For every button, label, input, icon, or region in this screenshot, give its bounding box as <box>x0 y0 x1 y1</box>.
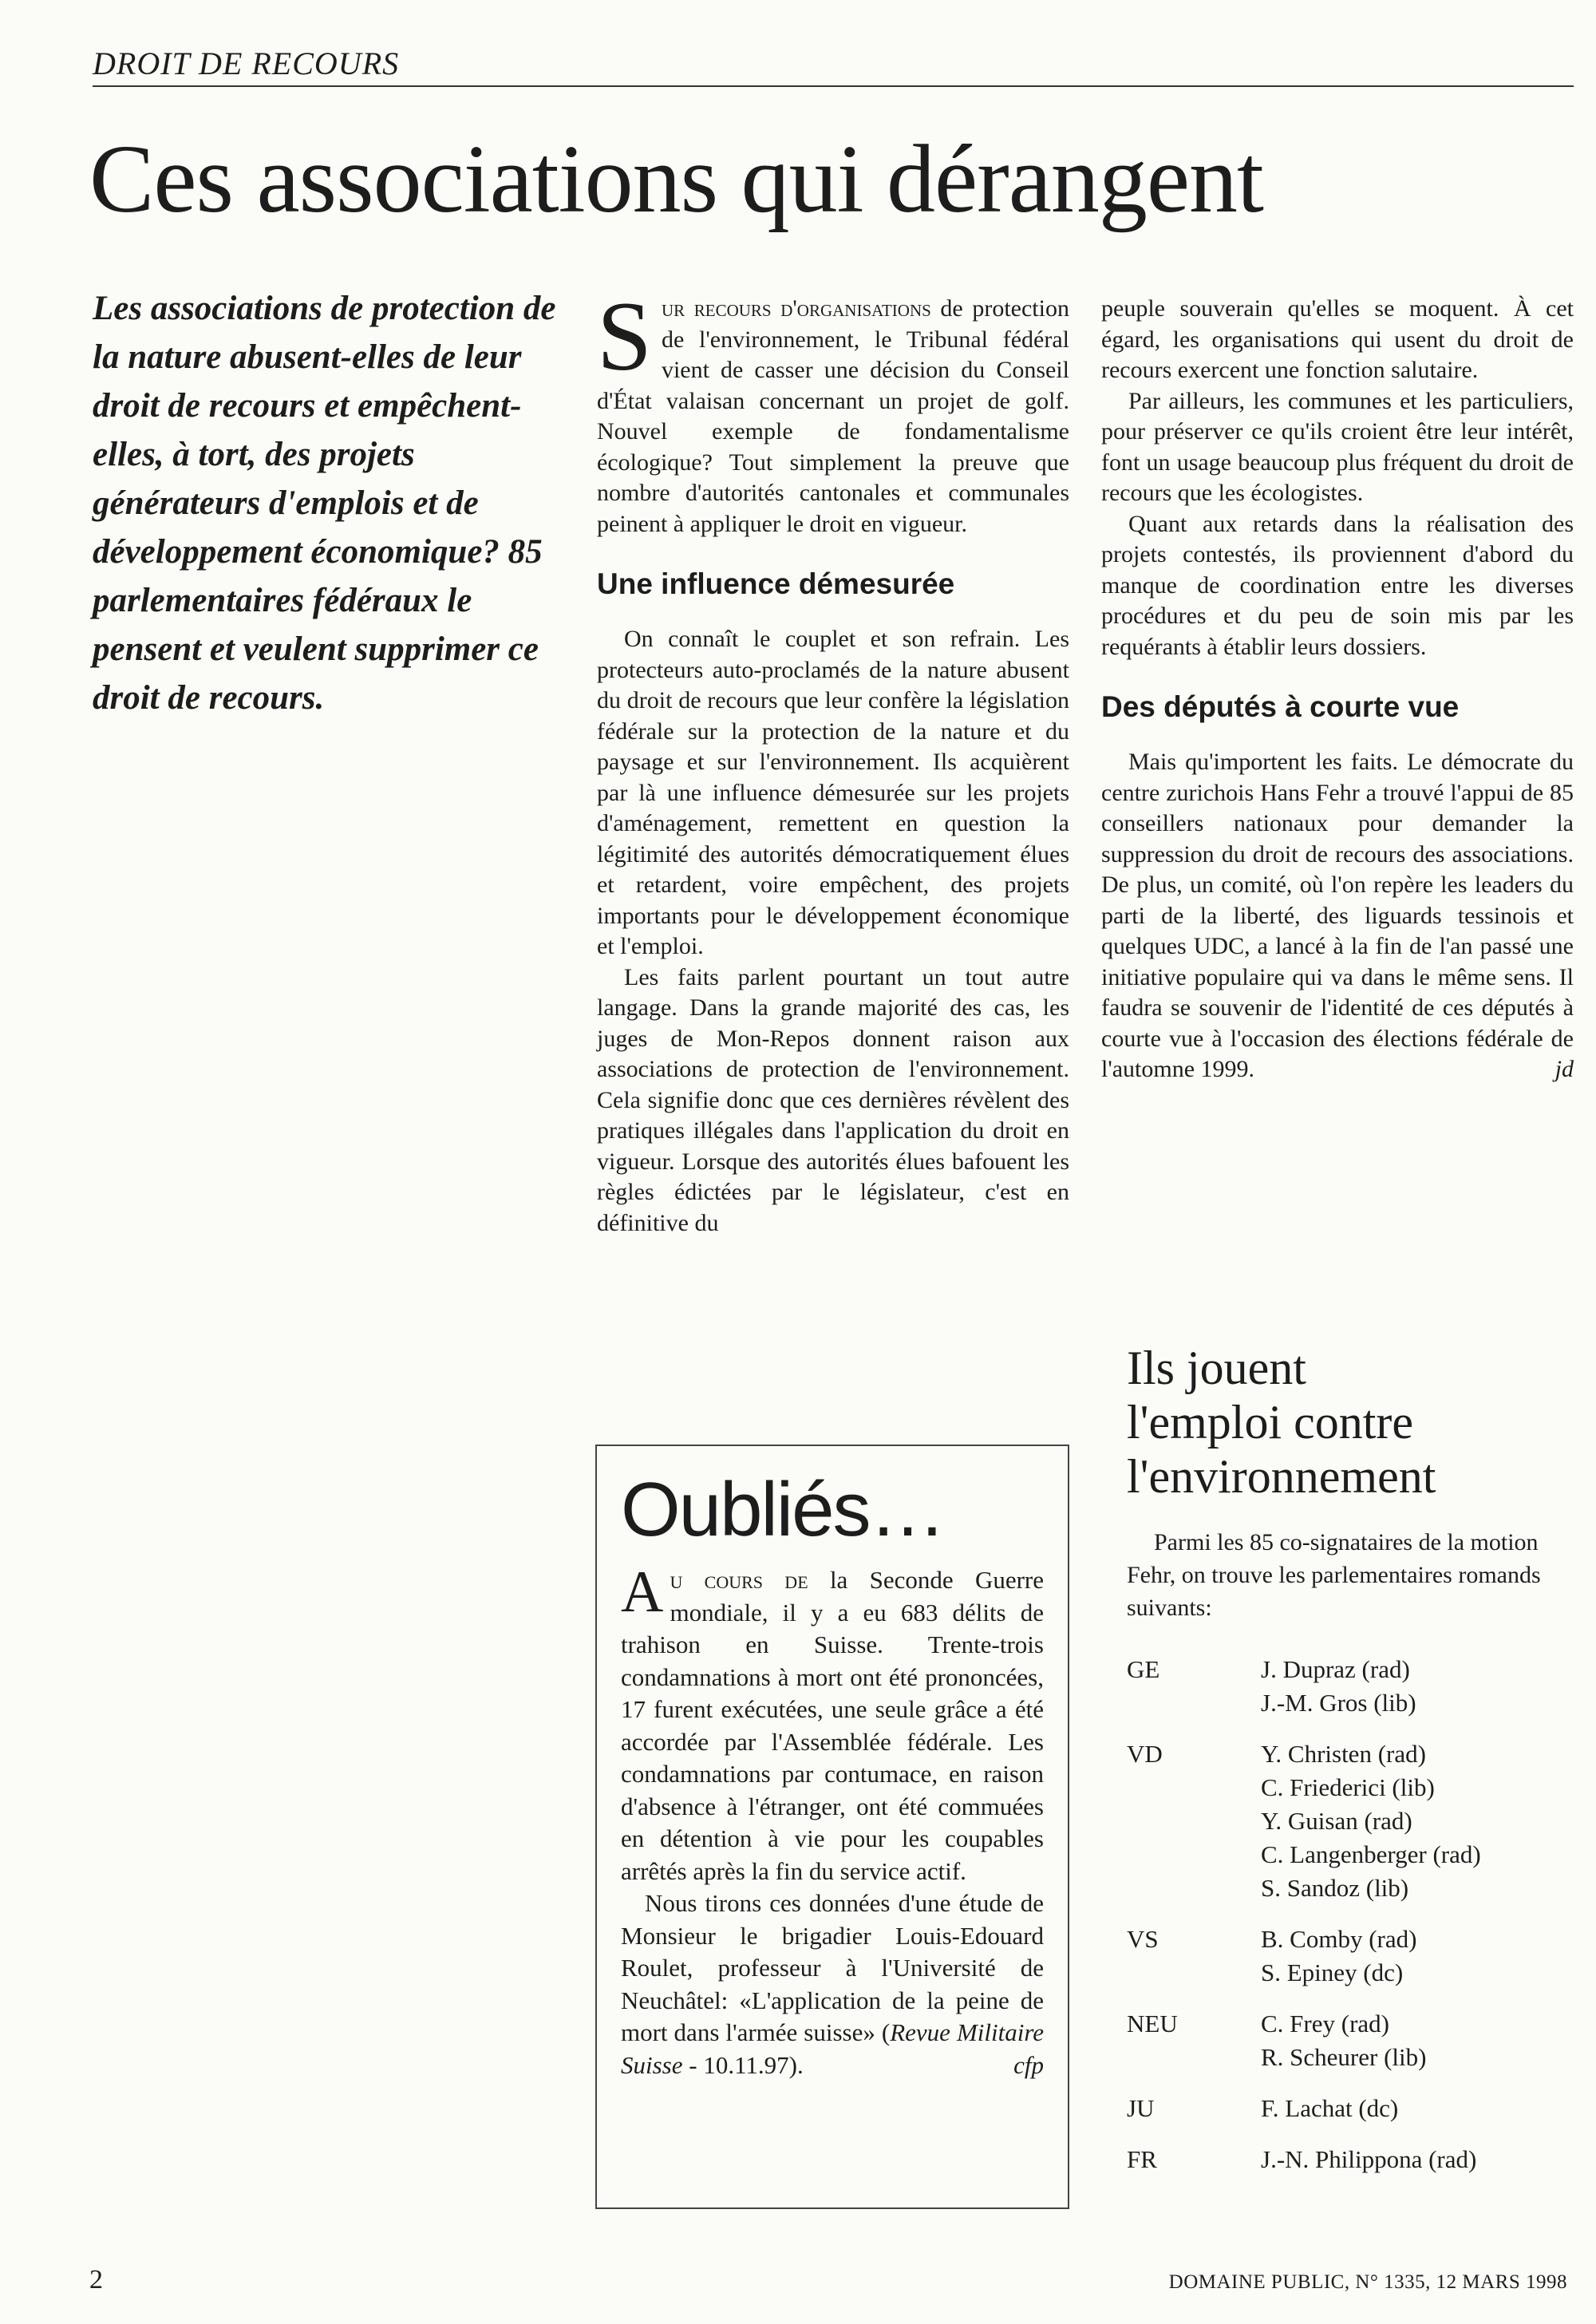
lead-text: Les associations de protection de la nature abusent-elles de leur droit de recours et empêchent-elles, à tort, des projets générateurs d'emplois et de développement économique? 85 parlementaires fédéraux le pensent et veulent supprimer ce droit de recours. <box>93 290 556 717</box>
paragraph <box>1101 747 1574 1085</box>
canton-group <box>1127 1737 1574 1905</box>
deputy-name: C. Frey (rad) <box>1261 2010 1389 2037</box>
box-paragraph: Nous tirons ces données d'une étude de Monsieur le brigadier Louis-Edouard Roulet, professeur à l'Université de Neuchâtel: «L'application de la peine de mort dans l'armée suisse» (Revue Militaire Suisse - 10.11.97). cfp <box>621 1887 1044 2081</box>
source-title: Revue Militaire Suisse <box>621 2018 1045 2079</box>
deputy-names <box>1261 1653 1416 1720</box>
canton-group <box>1127 1653 1574 1720</box>
deputy-name: J.-M. Gros (lib) <box>1261 1689 1416 1717</box>
author-signature: cfp <box>1013 2050 1044 2079</box>
article-headline: Ces associations qui dérangent <box>89 125 1263 233</box>
small-caps-opening: u cours de <box>670 1566 808 1594</box>
deputy-name: B. Comby (rad) <box>1261 1925 1417 1953</box>
canton-code: GE <box>1127 1655 1160 1683</box>
deputy-names <box>1261 2092 1398 2125</box>
paragraph-text: la Seconde Guerre mondiale, il y a eu 683 délits de trahison en Suisse. Trente-trois condamnations à mort ont été prononcées, 17 furent exécutées, une seule grâce a été accordée par l'Assemblée fédérale. Les condamnations par contumace, en raison d'absence à l'étranger, ont été commuées en détention à vie pour les coupables arrêtés après la fin du service actif. <box>621 1566 1044 1885</box>
signatory-list <box>1127 1653 1574 2176</box>
article-column-2 <box>1101 294 1574 1085</box>
publication-info: DOMAINE PUBLIC, N° 1335, 12 MARS 1998 <box>1168 2271 1567 2293</box>
paragraph: Quant aux retards dans la réalisation des projets contestés, ils proviennent d'abord du manque de coordination entre les diverses procédures et du peu de soin mis par les requérants à établir leurs dossiers. <box>1101 510 1574 660</box>
deputy-name: Y. Guisan (rad) <box>1261 1807 1412 1835</box>
article-column-1 <box>597 282 1069 1239</box>
subheading-influence: Une influence démesurée <box>597 567 955 600</box>
sidebar-title: Ils jouent l'emploi contre l'environnement <box>1127 1342 1436 1503</box>
section-rubric: DROIT DE RECOURS <box>93 45 1574 87</box>
deputy-name: S. Sandoz (lib) <box>1261 1874 1409 1902</box>
deputy-name: J.-N. Philippona (rad) <box>1261 2145 1477 2173</box>
canton-code: VS <box>1127 1925 1159 1953</box>
deputy-names <box>1261 1923 1416 1990</box>
paragraph-text: Mais qu'importent les faits. Le démocrate du centre zurichois Hans Fehr a trouvé l'appui de 85 conseillers nationaux pour demander la suppression du droit de recours des associations. De plus, un comité, où l'on repère les leaders du parti de la liberté, des liguards tessinois et quelques UDC, a lancé à la fin de l'an passé une initiative populaire qui va dans le même sens. Il faudra se souvenir de l'identité de ces députés à courte vue à l'occasion des élections fédérale de l'automne 1999. <box>1101 749 1574 1082</box>
deputy-name: Y. Christen (rad) <box>1261 1740 1426 1768</box>
canton-code: VD <box>1127 1740 1163 1768</box>
paragraph: On connaît le couplet et son refrain. Les protecteurs auto-proclamés de la nature abusent du droit de recours que leur confère la législation fédérale sur la protection de la nature et du paysage et sur l'environnement. Ils acquièrent par là une influence démesurée sur les projets d'aménagement, remettent en question la légitimité des autorités démocratiquement élues et retardent, voire empêchent, des projets importants pour le développement économique et l'emploi. <box>597 626 1069 959</box>
deputy-names <box>1261 1737 1481 1905</box>
deputy-names <box>1261 2007 1426 2074</box>
paragraph: peuple souverain qu'elles se moquent. À cet égard, les organisations qui usent du droit de recours exercent une fonction salutaire. <box>1101 295 1574 383</box>
paragraph-text: de protection de l'environnement, le Tribunal fédéral vient de casser une décision du Conseil d'État valaisan concernant un projet de golf. Nouvel exemple de fondamentalisme écologique? Tout simplement la preuve que nombre d'autorités cantonales et communales peinent à appliquer le droit en vigueur. <box>597 295 1069 537</box>
paragraph: Les faits parlent pourtant un tout autre langage. Dans la grande majorité des cas, les juges de Mon-Repos donnent raison aux associations de protection de l'environnement. Cela signifie donc que ces dernières révèlent des pratiques illégales dans l'application du droit en vigueur. Lorsque des autorités élues bafouent les règles édictées par le législateur, c'est en définitive du <box>597 963 1069 1236</box>
page-number: 2 <box>89 2265 103 2294</box>
box-body <box>621 1559 1045 2081</box>
sidebar-box-oublies <box>595 1445 1069 2209</box>
deputy-name: C. Langenberger (rad) <box>1261 1840 1481 1868</box>
canton-group <box>1127 2007 1574 2074</box>
sidebar-signatories <box>1127 1341 1574 2194</box>
author-signature: jd <box>1555 1056 1574 1082</box>
deputy-name: J. Dupraz (rad) <box>1261 1655 1410 1683</box>
drop-cap: A <box>621 1559 664 1625</box>
canton-group <box>1127 2092 1574 2125</box>
box-title: Oubliés… <box>621 1467 945 1552</box>
canton-code: NEU <box>1127 2010 1178 2037</box>
canton-code: FR <box>1127 2145 1157 2173</box>
subheading-deputes: Des députés à courte vue <box>1101 690 1460 723</box>
drop-cap: S <box>597 282 652 391</box>
box-paragraph <box>621 1559 1044 1887</box>
deputy-name: F. Lachat (dc) <box>1261 2094 1399 2122</box>
sidebar-intro: Parmi les 85 co-signataires de la motion Fehr, on trouve les parlementaires romands suivants: <box>1127 1529 1541 1621</box>
article-lead <box>93 284 571 722</box>
canton-group <box>1127 1923 1574 1990</box>
paragraph-intro <box>597 282 1069 540</box>
deputy-name: R. Scheurer (lib) <box>1261 2043 1427 2071</box>
deputy-name: C. Friederici (lib) <box>1261 1773 1435 1801</box>
canton-code: JU <box>1127 2094 1155 2122</box>
paragraph: Par ailleurs, les communes et les particuliers, pour préserver ce qu'ils croient être leur intérêt, font un usage beaucoup plus fréquent du droit de recours que les écologistes. <box>1101 387 1574 506</box>
small-caps-opening: ur recours d'organisations <box>661 295 931 322</box>
canton-group <box>1127 2143 1574 2176</box>
deputy-name: S. Epiney (dc) <box>1261 1958 1404 1986</box>
deputy-names <box>1261 2143 1476 2176</box>
